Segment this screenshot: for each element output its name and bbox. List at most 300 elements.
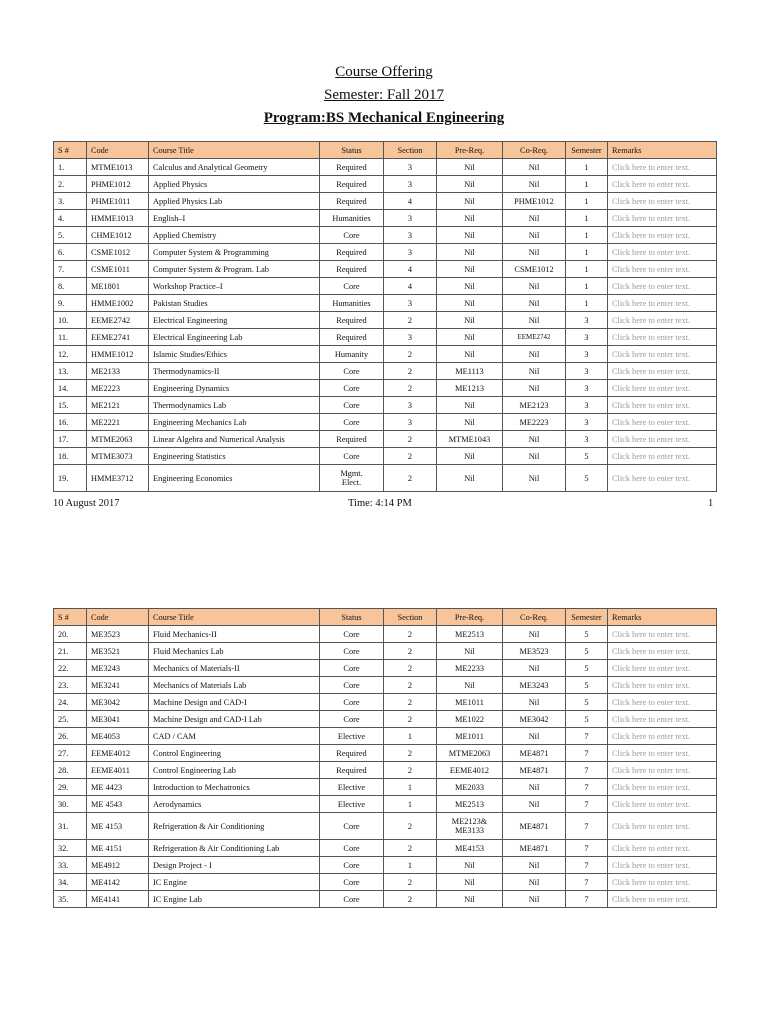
code-cell: ME3243 — [87, 660, 149, 677]
semester-cell: 3 — [566, 312, 608, 329]
course-title-cell: Linear Algebra and Numerical Analysis — [149, 431, 320, 448]
prereq-cell: Nil — [437, 857, 503, 874]
code-cell: ME4142 — [87, 874, 149, 891]
semester-cell: 5 — [566, 711, 608, 728]
semester-cell: 5 — [566, 643, 608, 660]
code-cell: ME2121 — [87, 397, 149, 414]
serial-cell: 14. — [54, 380, 87, 397]
course-title-cell: Computer System & Program. Lab — [149, 261, 320, 278]
coreq-cell: ME4871 — [503, 840, 566, 857]
course-title-cell: Machine Design and CAD-I Lab — [149, 711, 320, 728]
course-title-cell: Electrical Engineering Lab — [149, 329, 320, 346]
remarks-input[interactable]: Click here to enter text. — [608, 891, 717, 908]
coreq-cell: Nil — [503, 626, 566, 643]
remarks-input[interactable]: Click here to enter text. — [608, 626, 717, 643]
serial-cell: 20. — [54, 626, 87, 643]
section-cell: 2 — [384, 813, 437, 840]
coreq-cell: Nil — [503, 295, 566, 312]
semester-cell: 3 — [566, 346, 608, 363]
coreq-cell: Nil — [503, 874, 566, 891]
status-cell: Core — [320, 643, 384, 660]
serial-cell: 6. — [54, 244, 87, 261]
status-cell: Elective — [320, 779, 384, 796]
section-cell: 2 — [384, 891, 437, 908]
remarks-input[interactable]: Click here to enter text. — [608, 176, 717, 193]
remarks-input[interactable]: Click here to enter text. — [608, 329, 717, 346]
semester-cell: 7 — [566, 779, 608, 796]
remarks-input[interactable]: Click here to enter text. — [608, 465, 717, 492]
prereq-cell: ME1113 — [437, 363, 503, 380]
remarks-input[interactable]: Click here to enter text. — [608, 643, 717, 660]
prereq-cell: ME2513 — [437, 796, 503, 813]
table-row — [54, 891, 717, 908]
prereq-cell: Nil — [437, 227, 503, 244]
prereq-cell: MTME2063 — [437, 745, 503, 762]
column-header: Status — [320, 609, 384, 626]
serial-cell: 19. — [54, 465, 87, 492]
status-cell: Core — [320, 857, 384, 874]
remarks-input[interactable]: Click here to enter text. — [608, 397, 717, 414]
code-cell: ME 4153 — [87, 813, 149, 840]
section-cell: 2 — [384, 840, 437, 857]
coreq-cell: Nil — [503, 227, 566, 244]
prereq-cell: ME1022 — [437, 711, 503, 728]
prereq-cell: Nil — [437, 874, 503, 891]
column-header: Co-Req. — [503, 142, 566, 159]
coreq-cell: Nil — [503, 346, 566, 363]
table-row — [54, 278, 717, 295]
column-header: Remarks — [608, 142, 717, 159]
section-cell: 2 — [384, 626, 437, 643]
code-cell: ME 4543 — [87, 796, 149, 813]
prereq-cell: ME4153 — [437, 840, 503, 857]
table-row — [54, 414, 717, 431]
coreq-cell: Nil — [503, 694, 566, 711]
prereq-cell: Nil — [437, 448, 503, 465]
remarks-input[interactable]: Click here to enter text. — [608, 660, 717, 677]
section-cell: 3 — [384, 414, 437, 431]
prereq-line: ME3133 — [454, 826, 485, 835]
prereq-cell: Nil — [437, 397, 503, 414]
prereq-cell: MTME1043 — [437, 431, 503, 448]
column-header: Course Title — [149, 609, 320, 626]
code-cell: MTME2063 — [87, 431, 149, 448]
course-title-cell: Fluid Mechanics-II — [149, 626, 320, 643]
remarks-input[interactable]: Click here to enter text. — [608, 278, 717, 295]
section-cell: 3 — [384, 329, 437, 346]
prereq-cell: Nil — [437, 176, 503, 193]
code-cell: CHME1012 — [87, 227, 149, 244]
serial-cell: 34. — [54, 874, 87, 891]
remarks-input[interactable]: Click here to enter text. — [608, 380, 717, 397]
semester-cell: 3 — [566, 397, 608, 414]
serial-cell: 2. — [54, 176, 87, 193]
course-title-cell: Computer System & Programming — [149, 244, 320, 261]
prereq-cell: Nil — [437, 159, 503, 176]
section-cell: 4 — [384, 261, 437, 278]
semester-cell: 1 — [566, 193, 608, 210]
document-title: Course Offering — [335, 64, 433, 80]
course-title-cell: Fluid Mechanics Lab — [149, 643, 320, 660]
coreq-cell: Nil — [503, 312, 566, 329]
section-cell: 2 — [384, 643, 437, 660]
status-cell: Required — [320, 329, 384, 346]
prereq-cell: EEME4012 — [437, 762, 503, 779]
remarks-input[interactable]: Click here to enter text. — [608, 363, 717, 380]
status-line: Elect. — [341, 478, 362, 487]
code-cell: ME2133 — [87, 363, 149, 380]
course-title-cell: Engineering Economics — [149, 465, 320, 492]
status-cell: Core — [320, 813, 384, 840]
column-header: Semester — [566, 609, 608, 626]
section-cell: 2 — [384, 660, 437, 677]
status-cell: Core — [320, 626, 384, 643]
semester-cell: 1 — [566, 278, 608, 295]
code-cell: ME3041 — [87, 711, 149, 728]
section-cell: 2 — [384, 677, 437, 694]
serial-cell: 27. — [54, 745, 87, 762]
coreq-cell: Nil — [503, 660, 566, 677]
table-row — [54, 465, 717, 492]
code-cell: HMME1012 — [87, 346, 149, 363]
remarks-input[interactable]: Click here to enter text. — [608, 745, 717, 762]
code-cell: ME2223 — [87, 380, 149, 397]
remarks-input[interactable]: Click here to enter text. — [608, 779, 717, 796]
serial-cell: 10. — [54, 312, 87, 329]
semester-cell: 7 — [566, 874, 608, 891]
course-title-cell: Machine Design and CAD-I — [149, 694, 320, 711]
serial-cell: 22. — [54, 660, 87, 677]
column-header: S # — [54, 142, 87, 159]
coreq-cell: Nil — [503, 728, 566, 745]
section-cell: 2 — [384, 465, 437, 492]
code-cell: MTME1013 — [87, 159, 149, 176]
prereq-cell: ME1011 — [437, 694, 503, 711]
coreq-cell: ME2223 — [503, 414, 566, 431]
prereq-cell: Nil — [437, 465, 503, 492]
table-row — [54, 728, 717, 745]
table-row — [54, 745, 717, 762]
remarks-input[interactable]: Click here to enter text. — [608, 796, 717, 813]
semester-cell: 7 — [566, 891, 608, 908]
code-cell: HMME1002 — [87, 295, 149, 312]
section-cell: 3 — [384, 210, 437, 227]
status-cell: Core — [320, 840, 384, 857]
table-row — [54, 363, 717, 380]
table-row — [54, 295, 717, 312]
serial-cell: 7. — [54, 261, 87, 278]
section-cell: 1 — [384, 796, 437, 813]
status-cell: Core — [320, 380, 384, 397]
status-cell: Core — [320, 397, 384, 414]
semester-cell: 3 — [566, 329, 608, 346]
table-row — [54, 431, 717, 448]
code-cell: ME4053 — [87, 728, 149, 745]
prereq-cell: Nil — [437, 295, 503, 312]
course-title-cell: Applied Chemistry — [149, 227, 320, 244]
column-header: Co-Req. — [503, 609, 566, 626]
table-row — [54, 626, 717, 643]
prereq-cell — [437, 813, 503, 840]
serial-cell: 31. — [54, 813, 87, 840]
remarks-input[interactable]: Click here to enter text. — [608, 874, 717, 891]
table-row — [54, 711, 717, 728]
serial-cell: 11. — [54, 329, 87, 346]
semester-cell: 3 — [566, 431, 608, 448]
program-title: Program:BS Mechanical Engineering — [263, 110, 505, 126]
course-title-cell: Aerodynamics — [149, 796, 320, 813]
table-row — [54, 380, 717, 397]
serial-cell: 24. — [54, 694, 87, 711]
remarks-input[interactable]: Click here to enter text. — [608, 711, 717, 728]
status-cell: Core — [320, 278, 384, 295]
table-header — [54, 609, 717, 626]
semester-cell: 1 — [566, 295, 608, 312]
code-cell: ME 4423 — [87, 779, 149, 796]
table-row — [54, 312, 717, 329]
table-row — [54, 694, 717, 711]
prereq-cell: Nil — [437, 261, 503, 278]
course-title-cell: Workshop Practice–I — [149, 278, 320, 295]
remarks-input[interactable]: Click here to enter text. — [608, 312, 717, 329]
status-cell: Required — [320, 431, 384, 448]
coreq-cell: Nil — [503, 465, 566, 492]
section-cell: 1 — [384, 728, 437, 745]
course-title-cell: IC Engine — [149, 874, 320, 891]
semester-cell: 7 — [566, 840, 608, 857]
serial-cell: 29. — [54, 779, 87, 796]
semester-cell: 5 — [566, 660, 608, 677]
section-cell: 1 — [384, 857, 437, 874]
course-title-cell: CAD / CAM — [149, 728, 320, 745]
table-row — [54, 227, 717, 244]
serial-cell: 12. — [54, 346, 87, 363]
course-title-cell: IC Engine Lab — [149, 891, 320, 908]
table-row — [54, 677, 717, 694]
table-row — [54, 762, 717, 779]
code-cell: ME4141 — [87, 891, 149, 908]
section-cell: 2 — [384, 363, 437, 380]
table-row — [54, 660, 717, 677]
header-row — [54, 609, 717, 626]
course-title-cell: Thermodynamics-II — [149, 363, 320, 380]
column-header: Course Title — [149, 142, 320, 159]
status-cell: Core — [320, 694, 384, 711]
prereq-cell: Nil — [437, 193, 503, 210]
section-cell: 2 — [384, 745, 437, 762]
section-cell: 3 — [384, 176, 437, 193]
column-header: Pre-Req. — [437, 609, 503, 626]
remarks-input[interactable]: Click here to enter text. — [608, 694, 717, 711]
semester-cell: 7 — [566, 813, 608, 840]
status-cell: Core — [320, 660, 384, 677]
status-cell: Required — [320, 193, 384, 210]
coreq-cell: Nil — [503, 210, 566, 227]
serial-cell: 8. — [54, 278, 87, 295]
status-cell: Core — [320, 891, 384, 908]
semester-cell: 1 — [566, 159, 608, 176]
status-cell: Core — [320, 414, 384, 431]
section-cell: 2 — [384, 762, 437, 779]
course-title-cell: Calculus and Analytical Geometry — [149, 159, 320, 176]
table-row — [54, 643, 717, 660]
semester-cell: 5 — [566, 677, 608, 694]
remarks-input[interactable]: Click here to enter text. — [608, 813, 717, 840]
footer-date: 10 August 2017 — [53, 498, 120, 509]
remarks-input[interactable]: Click here to enter text. — [608, 840, 717, 857]
prereq-cell: Nil — [437, 346, 503, 363]
course-title-cell: Refrigeration & Air Conditioning Lab — [149, 840, 320, 857]
coreq-cell: PHME1012 — [503, 193, 566, 210]
serial-cell: 32. — [54, 840, 87, 857]
course-title-cell: Control Engineering Lab — [149, 762, 320, 779]
status-cell: Core — [320, 448, 384, 465]
code-cell: EEME2741 — [87, 329, 149, 346]
serial-cell: 23. — [54, 677, 87, 694]
section-cell: 2 — [384, 694, 437, 711]
course-title-cell: Engineering Mechanics Lab — [149, 414, 320, 431]
table-row — [54, 176, 717, 193]
table-row — [54, 857, 717, 874]
prereq-cell: Nil — [437, 210, 503, 227]
status-cell: Elective — [320, 796, 384, 813]
status-cell — [320, 465, 384, 492]
serial-cell: 4. — [54, 210, 87, 227]
status-cell: Required — [320, 244, 384, 261]
remarks-input[interactable]: Click here to enter text. — [608, 431, 717, 448]
status-cell: Humanities — [320, 210, 384, 227]
prereq-cell: ME2513 — [437, 626, 503, 643]
serial-cell: 25. — [54, 711, 87, 728]
semester-cell: 1 — [566, 227, 608, 244]
prereq-cell: Nil — [437, 643, 503, 660]
course-title-cell: Introduction to Mechatronics — [149, 779, 320, 796]
table-row — [54, 448, 717, 465]
header-row — [54, 142, 717, 159]
serial-cell: 30. — [54, 796, 87, 813]
remarks-input[interactable]: Click here to enter text. — [608, 227, 717, 244]
remarks-input[interactable]: Click here to enter text. — [608, 244, 717, 261]
section-cell: 3 — [384, 295, 437, 312]
prereq-cell: Nil — [437, 677, 503, 694]
footer-page-number: 1 — [708, 498, 714, 509]
course-title-cell: Pakistan Studies — [149, 295, 320, 312]
course-title-cell: Thermodynamics Lab — [149, 397, 320, 414]
serial-cell: 9. — [54, 295, 87, 312]
status-cell: Core — [320, 711, 384, 728]
table-row — [54, 840, 717, 857]
remarks-input[interactable]: Click here to enter text. — [608, 295, 717, 312]
status-cell: Humanity — [320, 346, 384, 363]
code-cell: ME3521 — [87, 643, 149, 660]
table-body — [54, 626, 717, 908]
status-cell: Required — [320, 312, 384, 329]
section-cell: 2 — [384, 346, 437, 363]
prereq-cell: Nil — [437, 891, 503, 908]
serial-cell: 3. — [54, 193, 87, 210]
code-cell: HMME1013 — [87, 210, 149, 227]
semester-cell: 7 — [566, 857, 608, 874]
section-cell: 4 — [384, 278, 437, 295]
column-header: S # — [54, 609, 87, 626]
remarks-input[interactable]: Click here to enter text. — [608, 448, 717, 465]
section-cell: 3 — [384, 227, 437, 244]
coreq-cell: ME4871 — [503, 762, 566, 779]
status-cell: Core — [320, 363, 384, 380]
coreq-cell: Nil — [503, 448, 566, 465]
remarks-input[interactable]: Click here to enter text. — [608, 193, 717, 210]
code-cell: HMME3712 — [87, 465, 149, 492]
prereq-line: ME2123& — [451, 817, 488, 826]
table-row — [54, 796, 717, 813]
coreq-cell: ME2123 — [503, 397, 566, 414]
course-title-cell: Applied Physics Lab — [149, 193, 320, 210]
code-cell: ME2221 — [87, 414, 149, 431]
column-header: Semester — [566, 142, 608, 159]
prereq-cell: Nil — [437, 244, 503, 261]
course-title-cell: Engineering Statistics — [149, 448, 320, 465]
serial-cell: 15. — [54, 397, 87, 414]
prereq-cell: Nil — [437, 329, 503, 346]
remarks-input[interactable]: Click here to enter text. — [608, 728, 717, 745]
section-cell: 2 — [384, 380, 437, 397]
column-header: Pre-Req. — [437, 142, 503, 159]
semester-cell: 3 — [566, 363, 608, 380]
remarks-input[interactable]: Click here to enter text. — [608, 159, 717, 176]
semester-cell: 7 — [566, 728, 608, 745]
prereq-cell: ME2233 — [437, 660, 503, 677]
status-cell: Core — [320, 874, 384, 891]
section-cell: 3 — [384, 397, 437, 414]
remarks-input[interactable]: Click here to enter text. — [608, 677, 717, 694]
semester-title: Semester: Fall 2017 — [324, 87, 444, 103]
remarks-input[interactable]: Click here to enter text. — [608, 762, 717, 779]
remarks-input[interactable]: Click here to enter text. — [608, 210, 717, 227]
section-cell: 2 — [384, 711, 437, 728]
remarks-input[interactable]: Click here to enter text. — [608, 346, 717, 363]
remarks-input[interactable]: Click here to enter text. — [608, 857, 717, 874]
table-body — [54, 159, 717, 492]
coreq-cell: Nil — [503, 431, 566, 448]
column-header: Status — [320, 142, 384, 159]
code-cell: ME3523 — [87, 626, 149, 643]
semester-cell: 1 — [566, 176, 608, 193]
column-header: Code — [87, 609, 149, 626]
status-cell: Required — [320, 762, 384, 779]
semester-cell: 1 — [566, 261, 608, 278]
prereq-cell: Nil — [437, 312, 503, 329]
coreq-cell: ME3243 — [503, 677, 566, 694]
table-row — [54, 244, 717, 261]
table-row — [54, 159, 717, 176]
course-title-cell: Applied Physics — [149, 176, 320, 193]
code-cell: MTME3073 — [87, 448, 149, 465]
remarks-input[interactable]: Click here to enter text. — [608, 261, 717, 278]
status-cell: Required — [320, 159, 384, 176]
status-cell: Required — [320, 745, 384, 762]
coreq-cell: Nil — [503, 159, 566, 176]
status-cell: Required — [320, 261, 384, 278]
semester-cell: 3 — [566, 414, 608, 431]
status-line: Mgmt. — [340, 469, 363, 478]
course-title-cell: Islamic Studies/Ethics — [149, 346, 320, 363]
coreq-cell: Nil — [503, 857, 566, 874]
remarks-input[interactable]: Click here to enter text. — [608, 414, 717, 431]
code-cell: ME4912 — [87, 857, 149, 874]
serial-cell: 21. — [54, 643, 87, 660]
coreq-cell: Nil — [503, 796, 566, 813]
code-cell: PHME1012 — [87, 176, 149, 193]
